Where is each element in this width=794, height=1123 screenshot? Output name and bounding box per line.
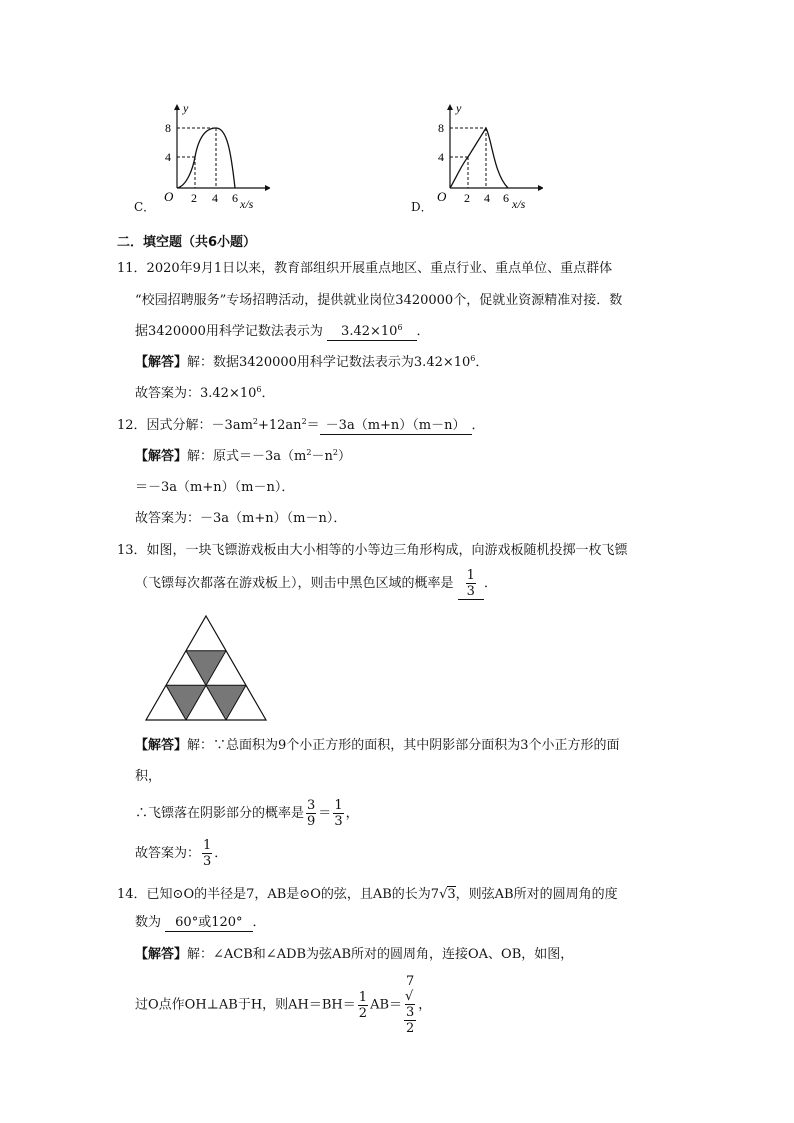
y-tick-8: 8 bbox=[438, 121, 444, 135]
x-tick-2: 2 bbox=[464, 191, 470, 205]
q11-line2: “校园招聘服务”专场招聘活动，提供就业岗位3420000个，促就业资源精准对接．数 bbox=[135, 293, 623, 308]
q14-step: 过O点作OH⊥AB于H，则AH＝BH＝ $\frac{1}{2}$ AB＝ 7 √ 3 2 ， bbox=[135, 974, 432, 1036]
q11-answer: $3.42\times 10^6$ bbox=[327, 324, 416, 341]
x-tick-4: 4 bbox=[484, 191, 490, 205]
option-d-label: D． bbox=[411, 200, 433, 214]
q14-solution: 【解答】解：∠ACB和∠ADB为弦AB所对的圆周角，连接OA、OB，如图， bbox=[135, 947, 574, 962]
x-tick-4: 4 bbox=[212, 191, 218, 205]
q11-line1 bbox=[117, 261, 612, 277]
section-title: 二．填空题（共6小题） bbox=[117, 235, 257, 250]
q12-step: ＝－3a（m+n）（m－n）． bbox=[135, 480, 295, 495]
solution-tag: 【解答】 bbox=[135, 449, 188, 464]
y-tick-8: 8 bbox=[165, 121, 171, 135]
solution-tag: 【解答】 bbox=[135, 355, 188, 370]
q14-answer: 60°或120° bbox=[165, 915, 252, 932]
q13-therefore: ∴飞镖落在阴影部分的概率是 $\frac{3}{9}$ ＝ $\frac{1}{3}$ ， bbox=[135, 798, 359, 829]
y-axis-label: y bbox=[183, 102, 189, 115]
q13-number: 13． bbox=[117, 543, 147, 558]
q11-solution: 【解答】解：数据3420000用科学记数法表示为$3.42\times 10^6$． bbox=[135, 354, 489, 370]
q11-text: 2020年9月1日以来，教育部组织开展重点地区、重点行业、重点单位、重点群体 bbox=[146, 261, 613, 276]
q12-line1: 12．因式分解：$-3am^2+12an^2= -3a(m+n)(m-n)$ ． bbox=[117, 417, 485, 433]
q13-answer: $\frac{1}{3}$ bbox=[458, 568, 484, 600]
y-axis-label: y bbox=[456, 102, 462, 115]
q12-solution: 【解答】解：原式$=-3a(m^2-n^2)$ bbox=[135, 448, 351, 464]
solution-tag: 【解答】 bbox=[135, 738, 188, 753]
q13-line2: （飞镖每次都落在游戏板上），则击中黑色区域的概率是 $\frac{1}{3}$ ． bbox=[135, 568, 497, 599]
y-tick-4: 4 bbox=[165, 150, 171, 164]
x-tick-2: 2 bbox=[191, 191, 197, 205]
q14-line2: 数为 60°或120° ． bbox=[135, 915, 266, 930]
q14-line1: 14．已知⊙O的半径是7，AB是⊙O的弦，且AB的长为7√3，则弦AB所对的圆周角的度 bbox=[117, 887, 618, 902]
option-c-label: C． bbox=[134, 200, 156, 214]
sqrt-sign: √ bbox=[439, 887, 448, 902]
q12-answer: －3a（m+n）（m－n） bbox=[320, 418, 472, 435]
q12-final: 故答案为：－3a（m+n）（m－n）． bbox=[135, 511, 347, 526]
x-axis-label: x/s bbox=[512, 197, 526, 211]
q11-final: 故答案为：$3.42\times 10^6$． bbox=[135, 385, 275, 401]
q11-line3: 据3420000用科学记数法表示为 $3.42\times 10^6$ ． bbox=[135, 323, 430, 339]
q13-line1: 13．如图，一块飞镖游戏板由大小相等的小等边三角形构成，向游戏板随机投掷一枚飞镖 bbox=[117, 543, 628, 558]
q13-solution: 【解答】解：∵总面积为9个小正方形的面积，其中阴影部分面积为3个小正方形的面 bbox=[135, 738, 620, 753]
graph-c bbox=[155, 102, 270, 212]
q12-number: 12． bbox=[117, 418, 147, 433]
graph-d bbox=[428, 102, 543, 212]
dartboard-figure bbox=[143, 614, 269, 722]
q13-final: 故答案为： $\frac{1}{3}$ ． bbox=[135, 838, 228, 869]
q11-number: 11． bbox=[117, 261, 147, 276]
origin-label: O bbox=[437, 189, 447, 204]
q11-prompt: 据3420000用科学记数法表示为 bbox=[135, 324, 323, 339]
q14-number: 14． bbox=[117, 887, 147, 902]
origin-label: O bbox=[164, 189, 174, 204]
q13-solution-cont: 积， bbox=[135, 769, 162, 784]
y-tick-4: 4 bbox=[438, 150, 444, 164]
x-tick-6: 6 bbox=[503, 191, 509, 205]
x-axis-label: x/s bbox=[240, 197, 254, 211]
solution-tag: 【解答】 bbox=[135, 947, 188, 962]
x-tick-6: 6 bbox=[232, 191, 238, 205]
